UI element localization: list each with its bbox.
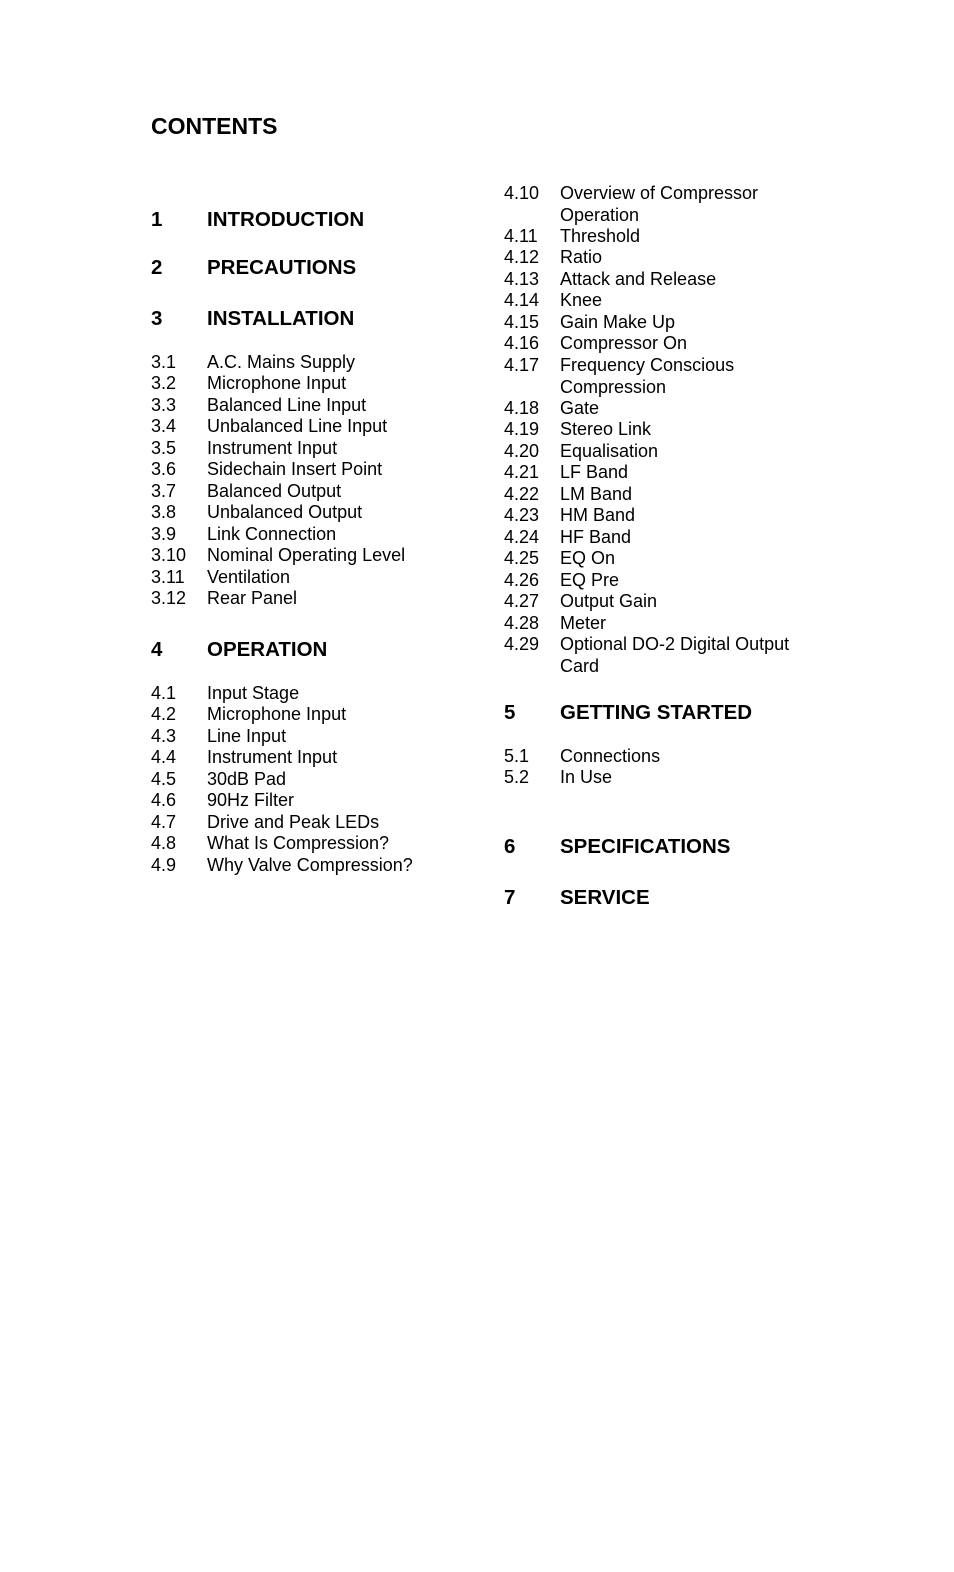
- toc-entry-title: Ventilation: [207, 567, 291, 587]
- toc-entry-number: 4.11: [504, 226, 538, 246]
- toc-entry-title: Gate: [560, 398, 600, 418]
- toc-section-heading: [151, 306, 531, 332]
- toc-entry-number: 5.1: [504, 746, 530, 766]
- toc-section-heading: [151, 255, 531, 281]
- toc-entry: [504, 419, 884, 441]
- toc-entry-number: 4.22: [504, 484, 540, 504]
- toc-entry: [151, 502, 531, 524]
- toc-entry-title: Stereo Link: [560, 419, 652, 439]
- toc-entry: [504, 746, 884, 768]
- toc-entry-title: Balanced Output: [207, 481, 342, 501]
- toc-section-heading: [151, 637, 531, 663]
- toc-entry: [151, 481, 531, 503]
- toc-entry: [504, 505, 884, 527]
- toc-entry-title: INSTALLATION: [207, 307, 355, 330]
- toc-entry: [504, 591, 884, 613]
- toc-entry-number: 4.7: [151, 812, 177, 832]
- toc-entry-title: Nominal Operating Level: [207, 545, 406, 565]
- toc-entry-title: Gain Make Up: [560, 312, 676, 332]
- toc-entry: [151, 395, 531, 417]
- toc-entry-title: SERVICE: [560, 886, 650, 909]
- toc-section-heading: [504, 885, 884, 911]
- toc-entry-number: 4.24: [504, 527, 540, 547]
- toc-entry-number: 7: [504, 886, 516, 909]
- toc-entry-number: 4.2: [151, 704, 177, 724]
- toc-entry-title: Link Connection: [207, 524, 337, 544]
- toc-entry-number: 4.12: [504, 247, 540, 267]
- toc-entry-title: Why Valve Compression?: [207, 855, 413, 875]
- toc-entry-number: 4.25: [504, 548, 540, 568]
- toc-entry-title: Instrument Input: [207, 438, 338, 458]
- toc-entry: [504, 548, 884, 570]
- toc-entry: [151, 438, 531, 460]
- toc-entry-number: 4.29: [504, 634, 540, 654]
- toc-entry-title: PRECAUTIONS: [207, 256, 357, 279]
- toc-entry-title: Instrument Input: [207, 747, 338, 767]
- toc-entry: [151, 769, 531, 791]
- toc-entry-title: 30dB Pad: [207, 769, 287, 789]
- toc-entry-number: 4.17: [504, 355, 540, 375]
- toc-entry: [151, 373, 531, 395]
- toc-entry-number: 4.18: [504, 398, 540, 418]
- toc-entry: [151, 747, 531, 769]
- toc-entry: [504, 767, 884, 789]
- toc-entry: [151, 683, 531, 705]
- toc-entry-number: 6: [504, 835, 516, 858]
- toc-entry-number: 1: [151, 208, 163, 231]
- toc-section-heading: [504, 700, 884, 726]
- toc-entry: [504, 333, 884, 355]
- toc-entry-title: EQ Pre: [560, 570, 620, 590]
- toc-entry: [504, 247, 884, 269]
- page-title: CONTENTS: [151, 113, 278, 139]
- toc-entry-number: 4.28: [504, 613, 540, 633]
- toc-entry: [504, 398, 884, 420]
- toc-entry-title: Output Gain: [560, 591, 658, 611]
- toc-entry: [504, 484, 884, 506]
- toc-entry-number: 4.26: [504, 570, 540, 590]
- toc-entry-number: 4.19: [504, 419, 540, 439]
- toc-entry: [151, 833, 531, 855]
- toc-entry: [504, 527, 884, 549]
- toc-entry-title: Rear Panel: [207, 588, 298, 608]
- toc-entry-title: Knee: [560, 290, 603, 310]
- toc-entry-title: Meter: [560, 613, 607, 633]
- toc-entry-title: What Is Compression?: [207, 833, 390, 853]
- toc-entry-title: Unbalanced Output: [207, 502, 363, 522]
- toc-entry-number: 3.10: [151, 545, 187, 565]
- toc-entry-title: Balanced Line Input: [207, 395, 367, 415]
- toc-entry: [151, 812, 531, 834]
- toc-entry-number: 4.1: [151, 683, 177, 703]
- toc-entry-title: EQ On: [560, 548, 616, 568]
- toc-entry-title: Sidechain Insert Point: [207, 459, 383, 479]
- toc-entry-title: Overview of Compressor Operation: [560, 183, 759, 225]
- toc-entry: [504, 570, 884, 592]
- toc-entry-title: Frequency Conscious Compression: [560, 355, 735, 397]
- toc-entry-number: 4.15: [504, 312, 540, 332]
- toc-entry-title: Attack and Release: [560, 269, 717, 289]
- toc-entry-number: 4.5: [151, 769, 177, 789]
- toc-entry-number: 3.4: [151, 416, 177, 436]
- toc-entry: [151, 459, 531, 481]
- toc-entry-number: 4.10: [504, 183, 540, 203]
- toc-entry-number: 5: [504, 701, 516, 724]
- toc-entry: [504, 269, 884, 291]
- toc-entry-title: Unbalanced Line Input: [207, 416, 388, 436]
- toc-entry-number: 4.14: [504, 290, 540, 310]
- toc-entry-title: 90Hz Filter: [207, 790, 295, 810]
- toc-entry-title: Drive and Peak LEDs: [207, 812, 380, 832]
- toc-entry-title: Equalisation: [560, 441, 659, 461]
- toc-entry-title: A.C. Mains Supply: [207, 352, 356, 372]
- toc-entry: [151, 416, 531, 438]
- toc-entry: [151, 790, 531, 812]
- toc-entry-number: 4.6: [151, 790, 177, 810]
- toc-entry: [151, 524, 531, 546]
- toc-entry-title: Threshold: [560, 226, 641, 246]
- toc-entry: [504, 355, 884, 398]
- toc-entry-number: 3.6: [151, 459, 177, 479]
- toc-entry-title: SPECIFICATIONS: [560, 835, 731, 858]
- toc-entry-number: 4.16: [504, 333, 540, 353]
- toc-entry-number: 4.13: [504, 269, 540, 289]
- toc-entry-number: 4.8: [151, 833, 177, 853]
- toc-entry-title: INTRODUCTION: [207, 208, 365, 231]
- toc-entry: [151, 726, 531, 748]
- toc-entry-number: 4.23: [504, 505, 540, 525]
- toc-entry: [151, 352, 531, 374]
- toc-entry-title: In Use: [560, 767, 613, 787]
- toc-entry-number: 4: [151, 638, 163, 661]
- toc-entry: [504, 441, 884, 463]
- toc-entry-title: Input Stage: [207, 683, 300, 703]
- toc-entry-number: 4.9: [151, 855, 177, 875]
- toc-entry-title: LF Band: [560, 462, 629, 482]
- toc-entry-number: 4.3: [151, 726, 177, 746]
- toc-entry-number: 4.27: [504, 591, 540, 611]
- toc-entry-title: HM Band: [560, 505, 636, 525]
- toc-entry-title: OPERATION: [207, 638, 328, 661]
- toc-entry: [504, 312, 884, 334]
- toc-entry-number: 2: [151, 256, 163, 279]
- toc-entry-number: 4.20: [504, 441, 540, 461]
- toc-entry: [151, 855, 531, 877]
- toc-entry-title: Connections: [560, 746, 661, 766]
- toc-entry: [504, 634, 884, 677]
- toc-entry-number: 4.4: [151, 747, 177, 767]
- toc-entry-title: Optional DO-2 Digital Output Card: [560, 634, 790, 676]
- toc-entry-number: 5.2: [504, 767, 530, 787]
- toc-entry: [504, 613, 884, 635]
- toc-entry-title: LM Band: [560, 484, 633, 504]
- toc-entry-number: 3.9: [151, 524, 177, 544]
- toc-entry: [504, 226, 884, 248]
- toc-entry-number: 3.2: [151, 373, 177, 393]
- toc-entry: [504, 290, 884, 312]
- toc-entry: [151, 704, 531, 726]
- toc-entry-title: Microphone Input: [207, 704, 347, 724]
- toc-entry-number: 3.11: [151, 567, 185, 587]
- toc-entry-number: 3.7: [151, 481, 177, 501]
- toc-entry-title: Line Input: [207, 726, 287, 746]
- toc-entry: [151, 588, 531, 610]
- toc-section-heading: [151, 207, 531, 233]
- toc-entry-title: Ratio: [560, 247, 603, 267]
- toc-entry: [504, 462, 884, 484]
- toc-entry-number: 3.8: [151, 502, 177, 522]
- toc-entry-number: 4.21: [504, 462, 540, 482]
- toc-entry-number: 3: [151, 307, 163, 330]
- toc-entry-title: GETTING STARTED: [560, 701, 753, 724]
- toc-entry-title: HF Band: [560, 527, 632, 547]
- toc-entry: [504, 183, 884, 226]
- toc-entry: [151, 567, 531, 589]
- toc-entry-number: 3.1: [151, 352, 177, 372]
- toc-entry-number: 3.5: [151, 438, 177, 458]
- toc-entry-title: Compressor On: [560, 333, 688, 353]
- toc-section-heading: [504, 834, 884, 860]
- toc-entry: [151, 545, 531, 567]
- toc-entry-title: Microphone Input: [207, 373, 347, 393]
- toc-entry-number: 3.12: [151, 588, 187, 608]
- toc-entry-number: 3.3: [151, 395, 177, 415]
